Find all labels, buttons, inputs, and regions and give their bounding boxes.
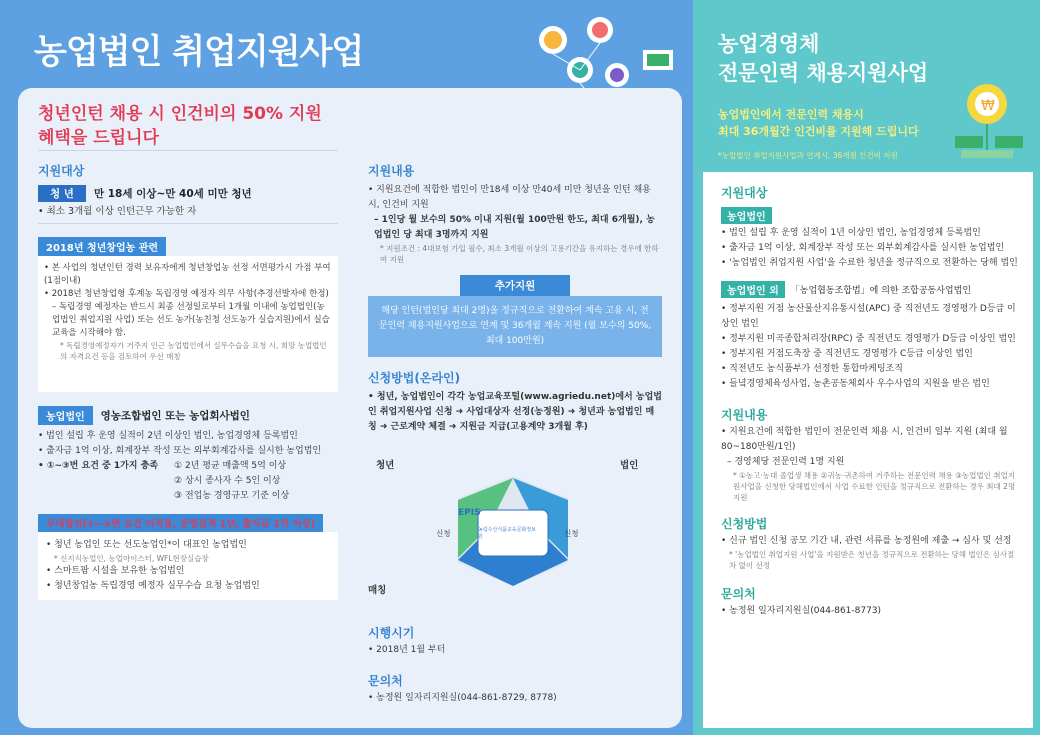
target-title: 지원대상 — [38, 164, 85, 178]
priority-item3: • 청년창업농 독립경영 예정자 실무수습 요청 농업법인 — [46, 581, 260, 591]
priority-item2: • 스마트팜 시설을 보유한 농업법인 — [46, 566, 185, 576]
left-content-card — [18, 88, 682, 728]
right-subtitle-line2: 최대 36개월간 인건비를 지원해 드립니다 — [718, 125, 919, 138]
contact-text: • 농정원 일자리지원실(044-861-8729, 8778) — [368, 693, 557, 703]
corp-row — [38, 406, 338, 425]
priority-item1: • 청년 농업인 또는 선도농업인*이 대표인 농업법인 — [46, 540, 247, 550]
diagram-label-youth: 청년 — [376, 460, 395, 471]
contact-title: 문의처 — [368, 674, 403, 688]
divider — [38, 223, 338, 224]
priority-body — [38, 532, 338, 600]
box-2018-item3: – 독립경영 예정자는 반드시 최종 선정일로부터 1개월 이내에 농업법인(농업법인 취업지원 사업) 또는 선도 농가(농친청 선도농가 실습지원)에서 실습 교육을 시작해야 함. — [52, 302, 330, 338]
diagram-label-apply2: 신청 — [564, 529, 579, 538]
priority-title: 우대법인(①~③번 요건 미적용, 운영실적 1년, 출자금 1억 이상) — [38, 514, 323, 532]
money-flower-illustration — [955, 80, 1035, 160]
badge2-text: 「농업협동조합법」에 의한 조합공동사업법인 — [790, 286, 972, 296]
youth-text: 만 18세 이상~만 40세 미만 청년 — [93, 188, 252, 200]
content-note: * 지원조건 : 4대보험 가입 필수, 최소 3개월 이상의 고용기간을 유지하는 경우에 한하여 지원 — [380, 244, 659, 264]
box-2018-item2: • 2018년 청년창업형 후계농 독립경영 예정자 의무 사항(추경선발자에 한정) — [44, 289, 329, 299]
right-subtitle — [718, 106, 919, 140]
right-content-note: * ①농고·농대 졸업생 채용 ②귀농·귀촌하여 거주하는 전문인력 채용 ③농업법인 취업지원사업을 신청한 당해법인에서 사업 수료한 인턴을 정규직으로 전환하는 경우 최대 2명 지원 — [733, 471, 1016, 502]
right-title — [718, 30, 928, 88]
right-target-title: 지원대상 — [721, 186, 768, 200]
corp-req3-options — [174, 459, 289, 504]
extra-text: 해당 인턴(법인당 최대 2명)을 정규직으로 전환하여 계속 고용 시, 전문인력 채용지원사업으로 연계 및 36개월 계속 지원 (월 보수의 50%, 최대 100만원) — [368, 296, 662, 357]
corp-req1: • 법인 설립 후 운영 실적이 2년 이상인 법인, 농업경영체 등록법인 — [38, 431, 298, 441]
youth-badge: 청 년 — [38, 185, 86, 202]
headline-line2: 혜택을 드립니다 — [38, 128, 159, 148]
corp-req3-a: ① 2년 평균 매출액 5억 이상 — [174, 461, 287, 471]
right-target-o1: • 정부지원 거점 농산물산지유통시설(APC) 중 직전년도 경영평가 D등급 이상인 법인 — [721, 304, 1016, 329]
apply-text: • 청년, 농업법인이 각각 농업교육포털(www.agriedu.net)에서 농업법인 취업지원사업 신청 ➜ 사업대상자 선정(농정원) ➜ 청년과 농업법인 매칭 ➜ 근로계약 체결 ➜ 지원금 지급(고용계약 3개월 후) — [368, 392, 662, 432]
corp-req3-c: ③ 전업농 경영규모 기준 이상 — [174, 491, 290, 501]
right-target-a3: • '농업법인 취업지원 사업'을 수료한 청년을 정규직으로 전환하는 당해 법인 — [721, 258, 1018, 268]
right-content-title: 지원내용 — [721, 408, 768, 422]
corp-badge: 농업법인 — [38, 406, 93, 425]
youth-note: • 최소 3개월 이상 인턴근무 가능한 자 — [38, 206, 197, 217]
badge1-row — [721, 205, 1021, 224]
right-title-line2: 전문인력 채용지원사업 — [718, 61, 929, 85]
badge-non-corp: 농업법인 외 — [721, 281, 785, 298]
box-2018-item1: • 본 사업의 청년인턴 경력 보유자에게 청년창업농 선정 서면평가시 가점 부여(1점이내) — [44, 263, 331, 286]
box-2018-body — [38, 256, 338, 392]
content-title: 지원내용 — [368, 164, 415, 178]
right-target-a1: • 법인 설립 후 운영 실적이 1년 이상인 법인, 농업경영체 등록법인 — [721, 228, 981, 238]
right-contact-title: 문의처 — [721, 587, 756, 601]
badge2-row — [721, 281, 1021, 298]
right-content-t2: – 경영체당 전문인력 1명 지원 — [727, 457, 845, 467]
corp-req3-label: • ①~③번 요건 중 1가지 충족 — [38, 461, 159, 471]
corp-req3-b: ② 상시 종사자 수 5인 이상 — [174, 476, 281, 486]
box-2018-note: * 독립경영예정자가 거주지 인근 농업법인에서 실무수습을 요청 시, 희망 농업법인의 자격요건 등을 검토하여 우선 매칭 — [60, 341, 327, 361]
content-item2: – 1인당 월 보수의 50% 이내 지원(월 100만원 한도, 최대 6개월), 농업법인 당 최대 3명까지 지원 — [374, 215, 655, 240]
right-subtitle-line1: 농업법인에서 전문인력 채용시 — [718, 108, 864, 121]
extra-title: 추가지원 — [460, 275, 570, 296]
right-panel — [693, 0, 1040, 735]
right-title-line1: 농업경영체 — [718, 32, 820, 56]
divider — [38, 150, 338, 151]
corp-req2: • 출자금 1억 이상, 회계장부 작성 또는 외부회계감사를 실시한 농업법인 — [38, 446, 322, 456]
period-text: • 2018년 1월 부터 — [368, 645, 446, 655]
priority-note: * 신지식농업인, 농업마이스터, WFL현장실습장 — [54, 554, 209, 563]
right-subtitle-note: *농업법인 취업지원사업과 연계시, 36개월 인건비 지원 — [718, 151, 898, 160]
corp-text: 영농조합법인 또는 농업회사법인 — [100, 410, 250, 422]
headline-line1: 청년인턴 채용 시 인건비의 50% 지원 — [38, 104, 322, 124]
youth-row — [38, 185, 338, 202]
right-apply-note: * '농업법인 취업지원 사업'을 지원받은 청년을 정규직으로 전환하는 당해 법인은 심사절차 없이 선정 — [729, 550, 1015, 570]
right-target-o2: • 정부지원 미곡종합처리장(RPC) 중 직전년도 경영평가 D등급 이상인 법인 — [721, 334, 1016, 344]
right-target-o3: • 정부지원 거점도축장 중 직전년도 경영평가 C등급 이상인 법인 — [721, 349, 973, 359]
period-title: 시행시기 — [368, 626, 415, 640]
extra-support-box — [368, 275, 662, 357]
content-item1: • 지원요건에 적합한 법인이 만18세 이상 만40세 미만 청년을 인턴 채용 시, 인건비 지원 — [368, 185, 651, 210]
apply-title: 신청방법(온라인) — [368, 371, 461, 385]
right-apply-title: 신청방법 — [721, 517, 768, 531]
box-2018-title: 2018년 청년창업농 관련 — [38, 237, 166, 256]
headline — [38, 102, 698, 166]
box-2018 — [38, 236, 338, 392]
right-contact-text: • 농정원 일자리지원실(044-861-8773) — [721, 606, 882, 616]
svg-text:₩: ₩ — [981, 98, 995, 114]
badge-corp: 농업법인 — [721, 207, 772, 224]
epis-logo: EPIS — [458, 508, 481, 518]
content-section — [368, 162, 662, 703]
diagram-label-corp: 법인 — [620, 460, 639, 471]
apply-diagram — [368, 458, 662, 608]
corp-req3 — [38, 459, 338, 504]
right-apply-t1: • 신규 법인 신청 공모 기간 내, 관련 서류를 농정원에 제출 → 심사 및 선정 — [721, 536, 1012, 546]
diagram-label-match: 매칭 — [368, 585, 387, 596]
right-target-o4: • 직전년도 농식품부가 선정한 통합마케팅조직 — [721, 364, 903, 374]
right-target-o5: • 들녘경영체육성사업, 농촌공동체회사 우수사업의 지원을 받은 법인 — [721, 379, 990, 389]
right-target-a2: • 출자금 1억 이상, 회계장부 작성 또는 외부회계감사를 실시한 농업법인 — [721, 243, 1005, 253]
right-content-card — [703, 172, 1033, 728]
target-section — [38, 162, 338, 600]
right-content-t1: • 지원요건에 적합한 법인이 전문인력 채용 시, 인건비 일부 지원 (최대 월 80~180만원/1인) — [721, 427, 1008, 452]
diagram-label-apply1: 신청 — [436, 529, 451, 538]
left-title: 농업법인 취업지원사업 — [34, 32, 364, 72]
period-section — [368, 624, 662, 706]
epis-logo-sub: 농림수산식품교육문화정보원 — [478, 527, 536, 540]
priority-box — [38, 512, 338, 600]
right-target-section — [721, 184, 1021, 619]
